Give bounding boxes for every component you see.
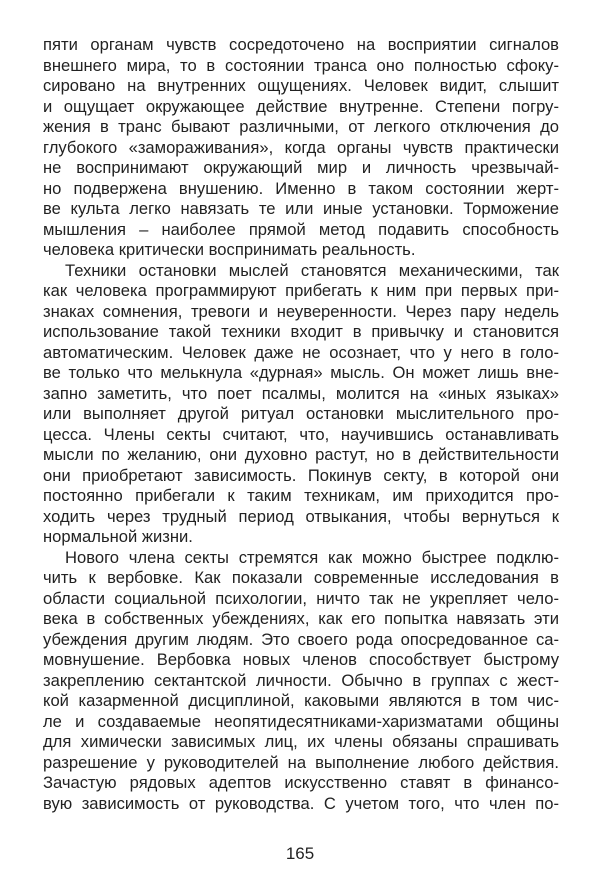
text-line: глубокого «замораживания», когда органы чувств практически: [43, 137, 559, 157]
text-line: ве культа легко навязать те или иные установки. Торможение: [43, 199, 559, 218]
text-line: мовнушение. Вербовка новых членов способствует быстрому: [43, 650, 559, 669]
text-line: мышления – наиболее прямой метод подавить способность: [43, 219, 559, 239]
text-line: знаках сомнения, тревоги и неуверенности. Через пару недель: [43, 301, 559, 321]
text-line: разрешение у руководителей на выполнение любого действия.: [43, 752, 559, 772]
text-line: Зачастую рядовых адептов искусственно ставят в финансо-: [43, 773, 559, 792]
text-line: автоматическим. Человек даже не осознает, что у него в голо-: [43, 342, 559, 362]
text-line: чить к вербовке. Как показали современные исследования в: [43, 568, 559, 587]
text-line: использование такой техники входит в привычку и становится: [43, 322, 559, 341]
text-line: ле и создаваемые неопятидесятниками-харизматами общины: [43, 711, 559, 731]
text-line: вую зависимость от руководства. С учетом того, что член по-: [43, 793, 559, 813]
text-line: мысли по желанию, они духовно растут, но в действительности: [43, 445, 559, 464]
text-line: они приобретают зависимость. Покинув секту, в которой они: [43, 465, 559, 485]
text-line: сировано на внутренних ощущениях. Человек видит, слышит: [43, 76, 559, 95]
paragraph: [43, 35, 559, 261]
text-line: кой казарменной дисциплиной, каковыми являются в том чис-: [43, 691, 559, 710]
text-line: постоянно прибегали к таким техникам, им приходится про-: [43, 486, 559, 505]
text-line: нормальной жизни.: [43, 527, 193, 546]
text-line: века в собственных убеждениях, как его попытка навязать эти: [43, 609, 559, 628]
text-line: ходить через трудный период отвыкания, чтобы вернуться к: [43, 506, 559, 526]
text-line: ве только что мелькнула «дурная» мысль. Он может лишь вне-: [43, 363, 559, 382]
text-line: или выполняет другой ритуал остановки мыслительного про-: [43, 404, 559, 423]
text-line: но подвержена внушению. Именно в таком состоянии жерт-: [43, 178, 559, 198]
text-line: человека критически воспринимать реальность.: [43, 240, 416, 259]
text-line: не воспринимают окружающий мир и личность чрезвычай-: [43, 158, 559, 177]
text-line: запно заметить, что поет псалмы, молится на «иных языках»: [43, 383, 559, 403]
page-number: 165: [285, 844, 315, 863]
text-line: внешнего мира, то в состоянии транса оно полностью сфоку-: [43, 55, 559, 75]
text-line: области социальной психологии, ничто так не укрепляет чело-: [43, 588, 559, 608]
text-line: жения в транс бывают различными, от легкого отключения до: [43, 117, 559, 136]
text-line: как человека программируют прибегать к ним при первых при-: [43, 281, 559, 300]
paragraph: [43, 261, 559, 548]
text-line: закреплению сектантской личности. Обычно в группах с жест-: [43, 670, 559, 690]
text-line: убеждения другим людям. Это своего рода опосредованное са-: [43, 629, 559, 649]
text-line: цесса. Члены секты считают, что, научившись останавливать: [43, 424, 559, 444]
text-line: и ощущает окружающее действие внутренне. Степени погру-: [43, 96, 559, 116]
text-line: Техники остановки мыслей становятся механическими, так: [65, 260, 559, 280]
text-line: Нового члена секты стремятся как можно быстрее подклю-: [65, 547, 559, 567]
text-line: для химически зависимых лиц, их члены обязаны спрашивать: [43, 732, 559, 751]
text-line: пяти органам чувств сосредоточено на восприятии сигналов: [43, 35, 559, 54]
page-body: [43, 35, 559, 814]
paragraph: [43, 548, 559, 815]
